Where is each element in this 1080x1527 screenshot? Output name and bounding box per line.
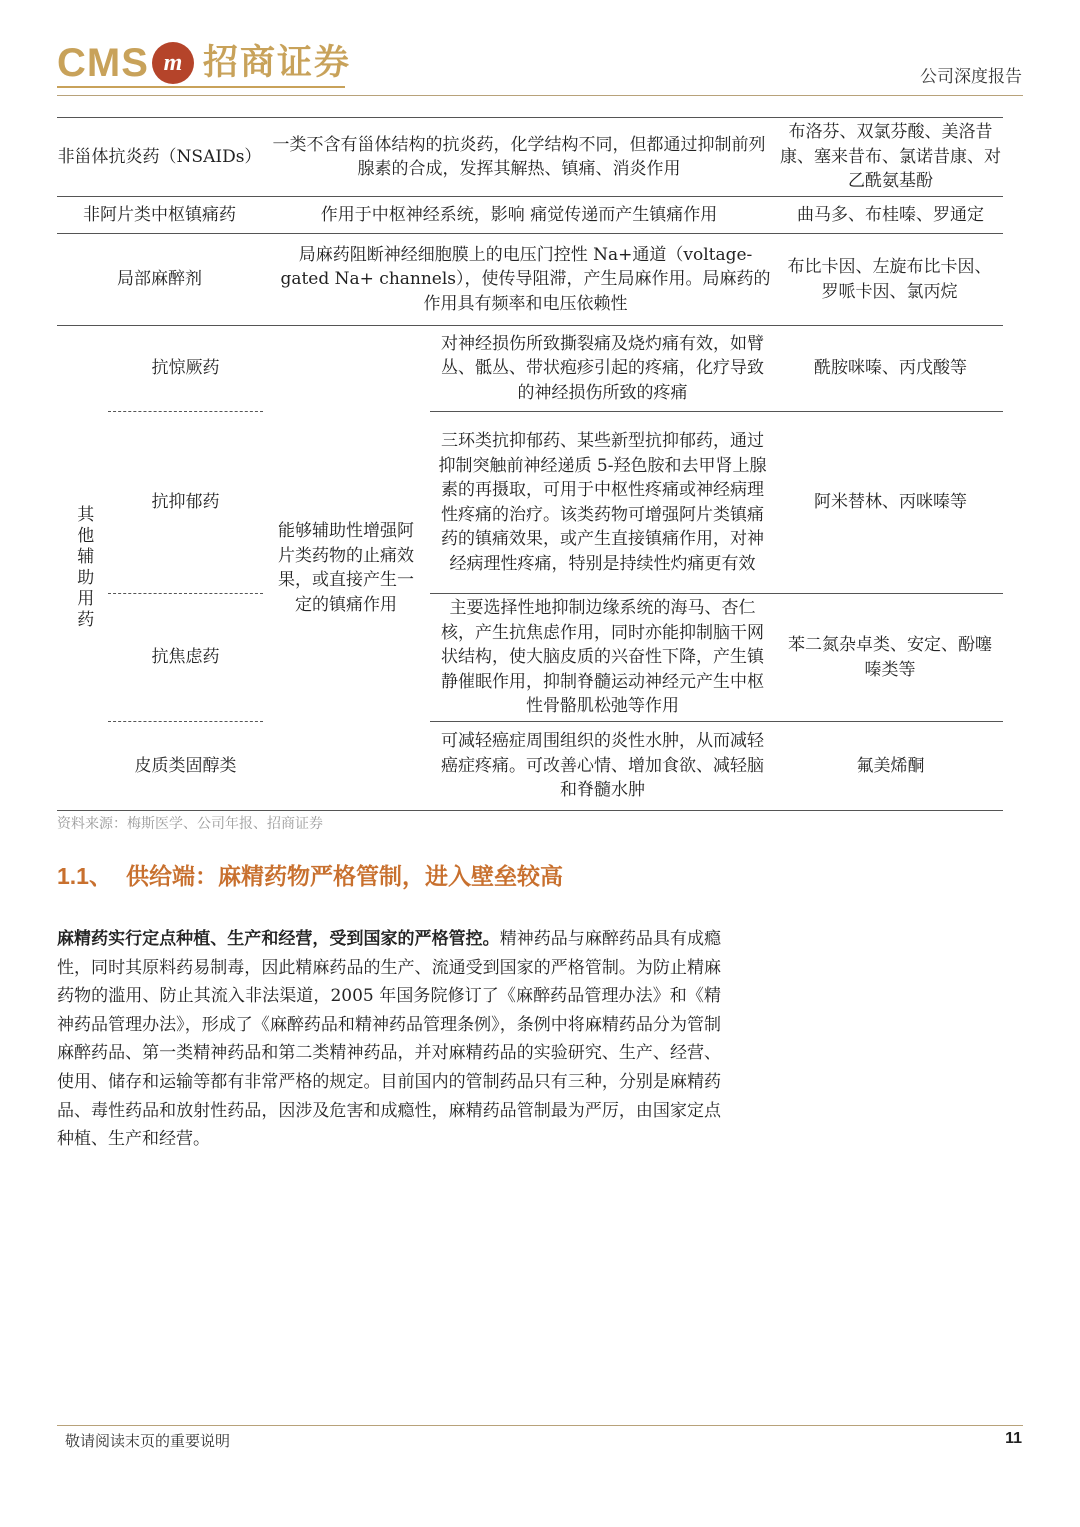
logo-text: CMS	[57, 41, 149, 85]
table-row-name: 非阿片类中枢镇痛药	[83, 204, 236, 225]
logo-chinese: 招商证券	[203, 42, 352, 83]
table-row-desc: 局麻药阻断神经细胞膜上的电压门控性 Na+通道（voltage-gated Na+ channels），使传导阻滞，产生局麻作用。局麻药的作用具有频率和电压依赖性	[280, 244, 771, 314]
group-item-name: 抗惊厥药	[151, 358, 220, 379]
section-title: 供给端：麻精药物严格管制，进入壁垒较高	[125, 863, 563, 890]
group-item-name: 皮质类固醇类	[134, 755, 237, 776]
group-item-drugs: 氟美烯酮	[856, 755, 925, 776]
page-number: 11	[1005, 1430, 1022, 1447]
paragraph-body: 精神药品与麻醉药品具有成瘾性，同时其原料药易制毒，因此精麻药品的生产、流通受到国家的严格管制。为防止精麻药物的滥用、防止其流入非法渠道，2005 年国务院修订了《麻醉药品管理办法》和《精神药品管理办法》，形成了《麻醉药品和精神药品管理条例》，条例中将麻精药品分为管制麻醉药品、第一类精神药品和第二类精神药品，并对麻精药品的实验研究、生产、经营、使用、储存和运输等都有非常严格的规定。目前国内的管制药品只有三种，分别是麻精药品、毒性药品和放射性药品，因涉及危害和成瘾性，麻精药品管制最为严厉，由国家定点种植、生产和经营。	[57, 929, 722, 1150]
group-item-drugs: 酰胺咪嗪、丙戊酸等	[814, 358, 967, 379]
body-paragraph	[57, 925, 721, 1154]
footer-divider	[57, 1425, 1023, 1426]
table-row-drugs: 布洛芬、双氯芬酸、美洛昔康、塞来昔布、氯诺昔康、对乙酰氨基酚	[780, 122, 1001, 192]
group-item-name: 抗焦虑药	[151, 647, 220, 668]
group-item-name: 抗抑郁药	[151, 492, 220, 513]
logo-underline	[57, 86, 345, 88]
header-divider	[57, 95, 1023, 96]
footer-note: 敬请阅读末页的重要说明	[65, 1432, 231, 1450]
group-item-desc: 对神经损伤所致撕裂痛及烧灼痛有效，如臂丛、骶丛、带状疱疹引起的疼痛，化疗导致的神经损伤所致的疼痛	[441, 333, 764, 403]
table-rule	[57, 810, 1003, 811]
doc-type: 公司深度报告	[920, 67, 1022, 87]
group-common-effect: 能够辅助性增强阿片类药物的止痛效果，或直接产生一定的镇痛作用	[278, 521, 414, 615]
group-item-drugs: 阿米替林、丙咪嗪等	[814, 492, 967, 513]
source-note: 资料来源：梅斯医学、公司年报、招商证券	[57, 816, 323, 832]
group-label: 其他辅助用药	[73, 505, 94, 631]
table-row-desc: 一类不含有甾体结构的抗炎药，化学结构不同，但都通过抑制前列腺素的合成，发挥其解热、镇痛、消炎作用	[272, 134, 766, 179]
group-item-desc: 三环类抗抑郁药、某些新型抗抑郁药，通过抑制突触前神经递质 5-羟色胺和去甲肾上腺素的再摄取，可用于中枢性疼痛或神经病理性疼痛的治疗。该类药物可增强阿片类镇痛药的镇痛效果，或产生直接镇痛作用，对神经病理性疼痛，特别是持续性灼痛更有效	[438, 431, 767, 574]
section-heading	[57, 858, 563, 891]
table-row-name: 非甾体抗炎药（NSAIDs）	[57, 146, 262, 167]
logo-badge-icon: m	[152, 42, 194, 84]
table-row-drugs: 布比卡因、左旋布比卡因、罗哌卡因、氯丙烷	[787, 257, 992, 302]
table-row-drugs: 曲马多、布桂嗪、罗通定	[797, 204, 984, 225]
paragraph-lead: 麻精药实行定点种植、生产和经营，受到国家的严格管控。	[57, 929, 500, 949]
group-item-desc: 可减轻癌症周围组织的炎性水肿，从而减轻癌症疼痛。可改善心情、增加食欲、减轻脑和脊髓水肿	[441, 731, 764, 801]
group-item-drugs: 苯二氮杂卓类、安定、酚噻嗪类等	[788, 635, 992, 680]
group-item-desc: 主要选择性地抑制边缘系统的海马、杏仁核，产生抗焦虑作用，同时亦能抑制脑干网状结构，使大脑皮质的兴奋性下降，产生镇静催眠作用，抑制脊髓运动神经元产生中枢性骨骼肌松弛等作用	[441, 598, 764, 717]
section-number: 1.1、	[57, 863, 112, 889]
table-row-name: 局部麻醉剂	[117, 269, 202, 290]
table-row-desc: 作用于中枢神经系统，影响 痛觉传递而产生镇痛作用	[320, 204, 718, 225]
